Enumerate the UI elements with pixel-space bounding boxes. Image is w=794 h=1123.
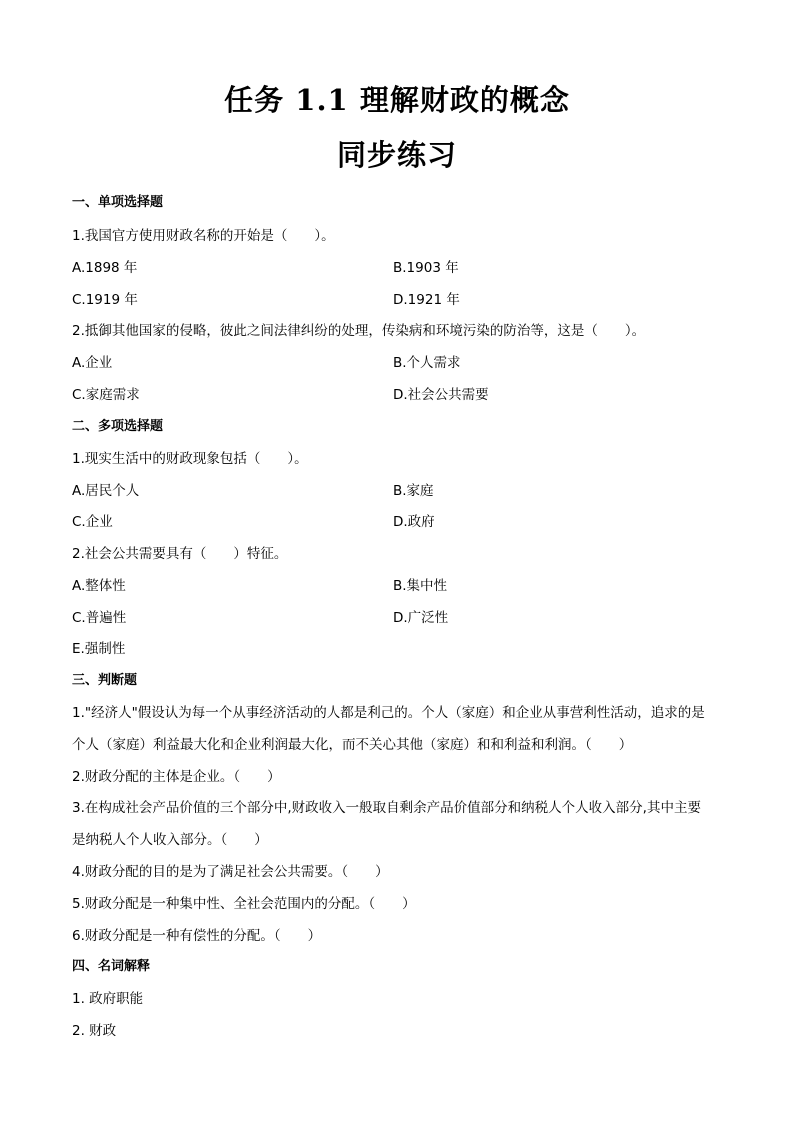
question-stem: 2.抵御其他国家的侵略，彼此之间法律纠纷的处理，传染病和环境污染的防治等，这是（ ）。 xyxy=(72,323,646,339)
option-a: A.1898 年 xyxy=(72,260,138,276)
statement-line: 是纳税人个人收入部分。（ ） xyxy=(72,832,268,848)
statement-line: 个人（家庭）利益最大化和企业利润最大化，而不关心其他（家庭）和和利益和利润。（ ） xyxy=(72,737,633,753)
option-a: A.整体性 xyxy=(72,578,126,594)
option-b: B.1903 年 xyxy=(393,260,459,276)
question-stem: 1.现实生活中的财政现象包括（ ）。 xyxy=(72,451,308,467)
option-c: C.普遍性 xyxy=(72,610,127,626)
option-c: C.1919 年 xyxy=(72,292,138,308)
statement-line: 1."经济人"假设认为每一个从事经济活动的人都是利己的。个人（家庭）和企业从事营利性活动，追求的是 xyxy=(72,705,705,721)
statement-line: 3.在构成社会产品价值的三个部分中,财政收入一般取自剩余产品价值部分和纳税人个人收入部分,其中主要 xyxy=(72,800,701,816)
term-item: 1. 政府职能 xyxy=(72,991,144,1007)
section-heading-judgement: 三、判断题 xyxy=(72,673,138,688)
option-d: D.1921 年 xyxy=(393,292,460,308)
section-heading-multi-choice: 二、多项选择题 xyxy=(72,419,164,434)
option-b: B.家庭 xyxy=(393,483,434,499)
question-stem: 2.社会公共需要具有（ ）特征。 xyxy=(72,546,288,562)
option-a: A.居民个人 xyxy=(72,483,140,499)
statement: 5.财政分配是一种集中性、全社会范围内的分配。（ ） xyxy=(72,896,416,912)
option-a: A.企业 xyxy=(72,355,113,371)
page-title: 任务 1.1 理解财政的概念 xyxy=(224,83,570,117)
option-c: C.家庭需求 xyxy=(72,387,140,403)
option-b: B.集中性 xyxy=(393,578,448,594)
option-c: C.企业 xyxy=(72,514,113,530)
option-e: E.强制性 xyxy=(72,641,126,657)
option-d: D.广泛性 xyxy=(393,610,449,626)
section-heading-single-choice: 一、单项选择题 xyxy=(72,195,164,210)
question-stem: 1.我国官方使用财政名称的开始是（ ）。 xyxy=(72,228,335,244)
term-item: 2. 财政 xyxy=(72,1023,117,1039)
option-d: D.社会公共需要 xyxy=(393,387,489,403)
statement: 4.财政分配的目的是为了满足社会公共需要。（ ） xyxy=(72,864,389,880)
statement: 2.财政分配的主体是企业。（ ） xyxy=(72,769,281,785)
page-subtitle: 同步练习 xyxy=(336,138,457,172)
section-heading-terms: 四、名词解释 xyxy=(72,959,151,974)
option-b: B.个人需求 xyxy=(393,355,461,371)
statement: 6.财政分配是一种有偿性的分配。（ ） xyxy=(72,928,322,944)
option-d: D.政府 xyxy=(393,514,435,530)
